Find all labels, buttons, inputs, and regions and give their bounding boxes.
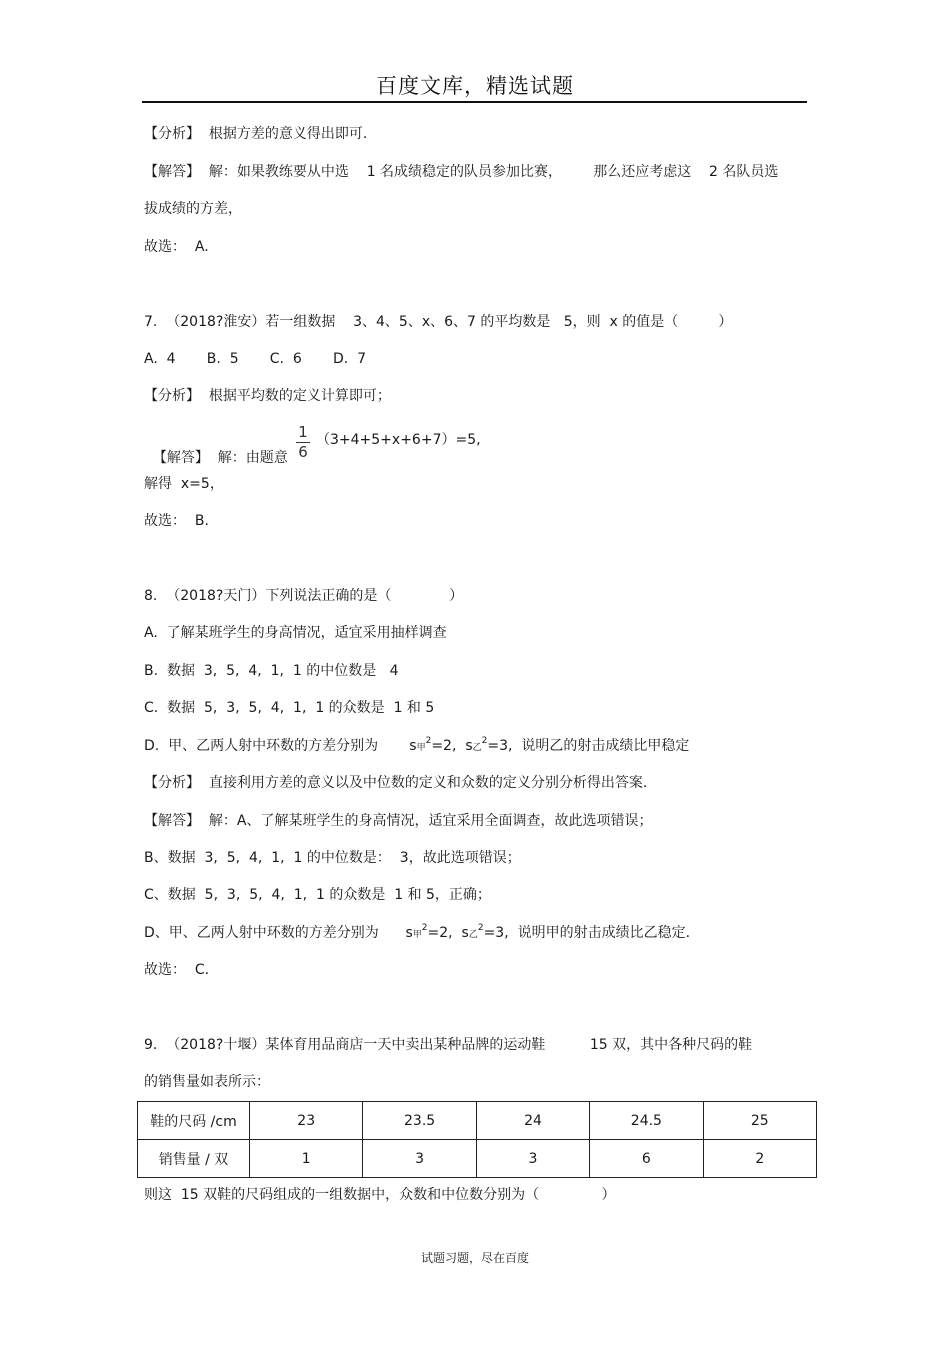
q7-fraction-denominator: 6	[298, 443, 308, 461]
row-header-size: 鞋的尺码 /cm	[138, 1102, 250, 1140]
q7-fraction-numerator: 1	[298, 423, 308, 441]
size-cell: 25	[703, 1102, 816, 1140]
q6-answer-line1: 【解答】 解：如果教练要从中选 1 名成绩稳定的队员参加比赛， 那么还应考虑这 2 名队员选	[144, 164, 779, 180]
q8-answer-d	[144, 924, 690, 944]
table-row	[138, 1102, 817, 1140]
q8-option-d	[144, 737, 689, 757]
q9-stem-line1: 9. （2018?十堰）某体育用品商店一天中卖出某种品牌的运动鞋 15 双，其中各种尺码的鞋	[144, 1037, 753, 1053]
count-cell: 3	[476, 1140, 589, 1178]
q7-choice: 故选： B.	[144, 513, 209, 529]
q8-answer-d-sub1: 甲	[412, 930, 422, 940]
q8-answer-d-sub2: 乙	[468, 930, 478, 940]
q6-answer-line2: 拔成绩的方差，	[144, 201, 242, 217]
q8-option-d-sub2: 乙	[472, 743, 482, 753]
header-divider	[142, 101, 807, 103]
q8-option-a: A. 了解某班学生的身高情况，适宜采用抽样调查	[144, 625, 447, 641]
q7-stem: 7. （2018?淮安）若一组数据 3、4、5、x、6、7 的平均数是 5，则 x 的值是（ ）	[144, 314, 733, 330]
q8-analysis: 【分析】 直接利用方差的意义以及中位数的定义和众数的定义分别分析得出答案.	[144, 775, 648, 791]
count-cell: 1	[250, 1140, 363, 1178]
q8-choice: 故选： C.	[144, 962, 210, 978]
q7-answer-prefix: 【解答】 解：由题意	[152, 450, 288, 466]
row-header-count: 销售量 / 双	[138, 1140, 250, 1178]
q7-analysis: 【分析】 根据平均数的定义计算即可；	[144, 388, 391, 404]
q8-answer-a: 【解答】 解：A、了解某班学生的身高情况，适宜采用全面调查，故此选项错误；	[144, 813, 653, 829]
q8-answer-b: B、数据 3, 5, 4, 1, 1 的中位数是： 3，故此选项错误；	[144, 850, 521, 866]
q8-option-d-mid: =2, s	[431, 738, 473, 754]
count-cell: 3	[363, 1140, 476, 1178]
table-row	[138, 1140, 817, 1178]
count-cell: 6	[590, 1140, 703, 1178]
q8-answer-d-post: =3, 说明甲的射击成绩比乙稳定.	[483, 925, 691, 941]
q7-fraction	[296, 424, 310, 461]
q8-answer-d-sup2: 2	[477, 923, 484, 933]
q8-option-d-sup1: 2	[425, 736, 432, 746]
q8-answer-c: C、数据 5, 3, 5, 4, 1, 1 的众数是 1 和 5，正确；	[144, 887, 491, 903]
q8-stem: 8. （2018?天门）下列说法正确的是（ ）	[144, 588, 464, 604]
q8-answer-d-pre: D、甲、乙两人射中环数的方差分别为 s	[144, 925, 413, 941]
q8-option-b: B. 数据 3, 5, 4, 1, 1 的中位数是 4	[144, 663, 399, 679]
q8-option-d-post: =3, 说明乙的射击成绩比甲稳定	[487, 738, 690, 754]
page-header-title: 百度文库，精选试题	[376, 74, 574, 98]
q8-option-c: C. 数据 5, 3, 5, 4, 1, 1 的众数是 1 和 5	[144, 700, 435, 716]
page-footer: 试题习题，尽在百度	[420, 1251, 529, 1265]
size-cell: 24.5	[590, 1102, 703, 1140]
q7-answer-suffix: （3+4+5+x+6+7）=5,	[316, 432, 481, 448]
q8-answer-d-sup1: 2	[421, 923, 428, 933]
q9-after-table: 则这 15 双鞋的尺码组成的一组数据中，众数和中位数分别为（ ）	[144, 1187, 616, 1203]
size-cell: 23	[250, 1102, 363, 1140]
q8-option-d-sup2: 2	[481, 736, 488, 746]
q8-answer-d-mid: =2, s	[427, 925, 469, 941]
size-cell: 24	[476, 1102, 589, 1140]
q7-solve: 解得 x=5，	[144, 476, 224, 492]
q9-stem-line2: 的销售量如表所示：	[144, 1074, 270, 1090]
q6-choice: 故选： A.	[144, 239, 209, 255]
q8-option-d-pre: D. 甲、乙两人射中环数的方差分别为 s	[144, 738, 417, 754]
q7-options: A. 4 B. 5 C. 6 D. 7	[144, 351, 366, 367]
q6-analysis: 【分析】 根据方差的意义得出即可.	[144, 126, 368, 142]
size-cell: 23.5	[363, 1102, 476, 1140]
q8-option-d-sub1: 甲	[416, 743, 426, 753]
count-cell: 2	[703, 1140, 816, 1178]
q7-answer	[144, 431, 288, 467]
shoe-sales-table	[137, 1101, 817, 1178]
